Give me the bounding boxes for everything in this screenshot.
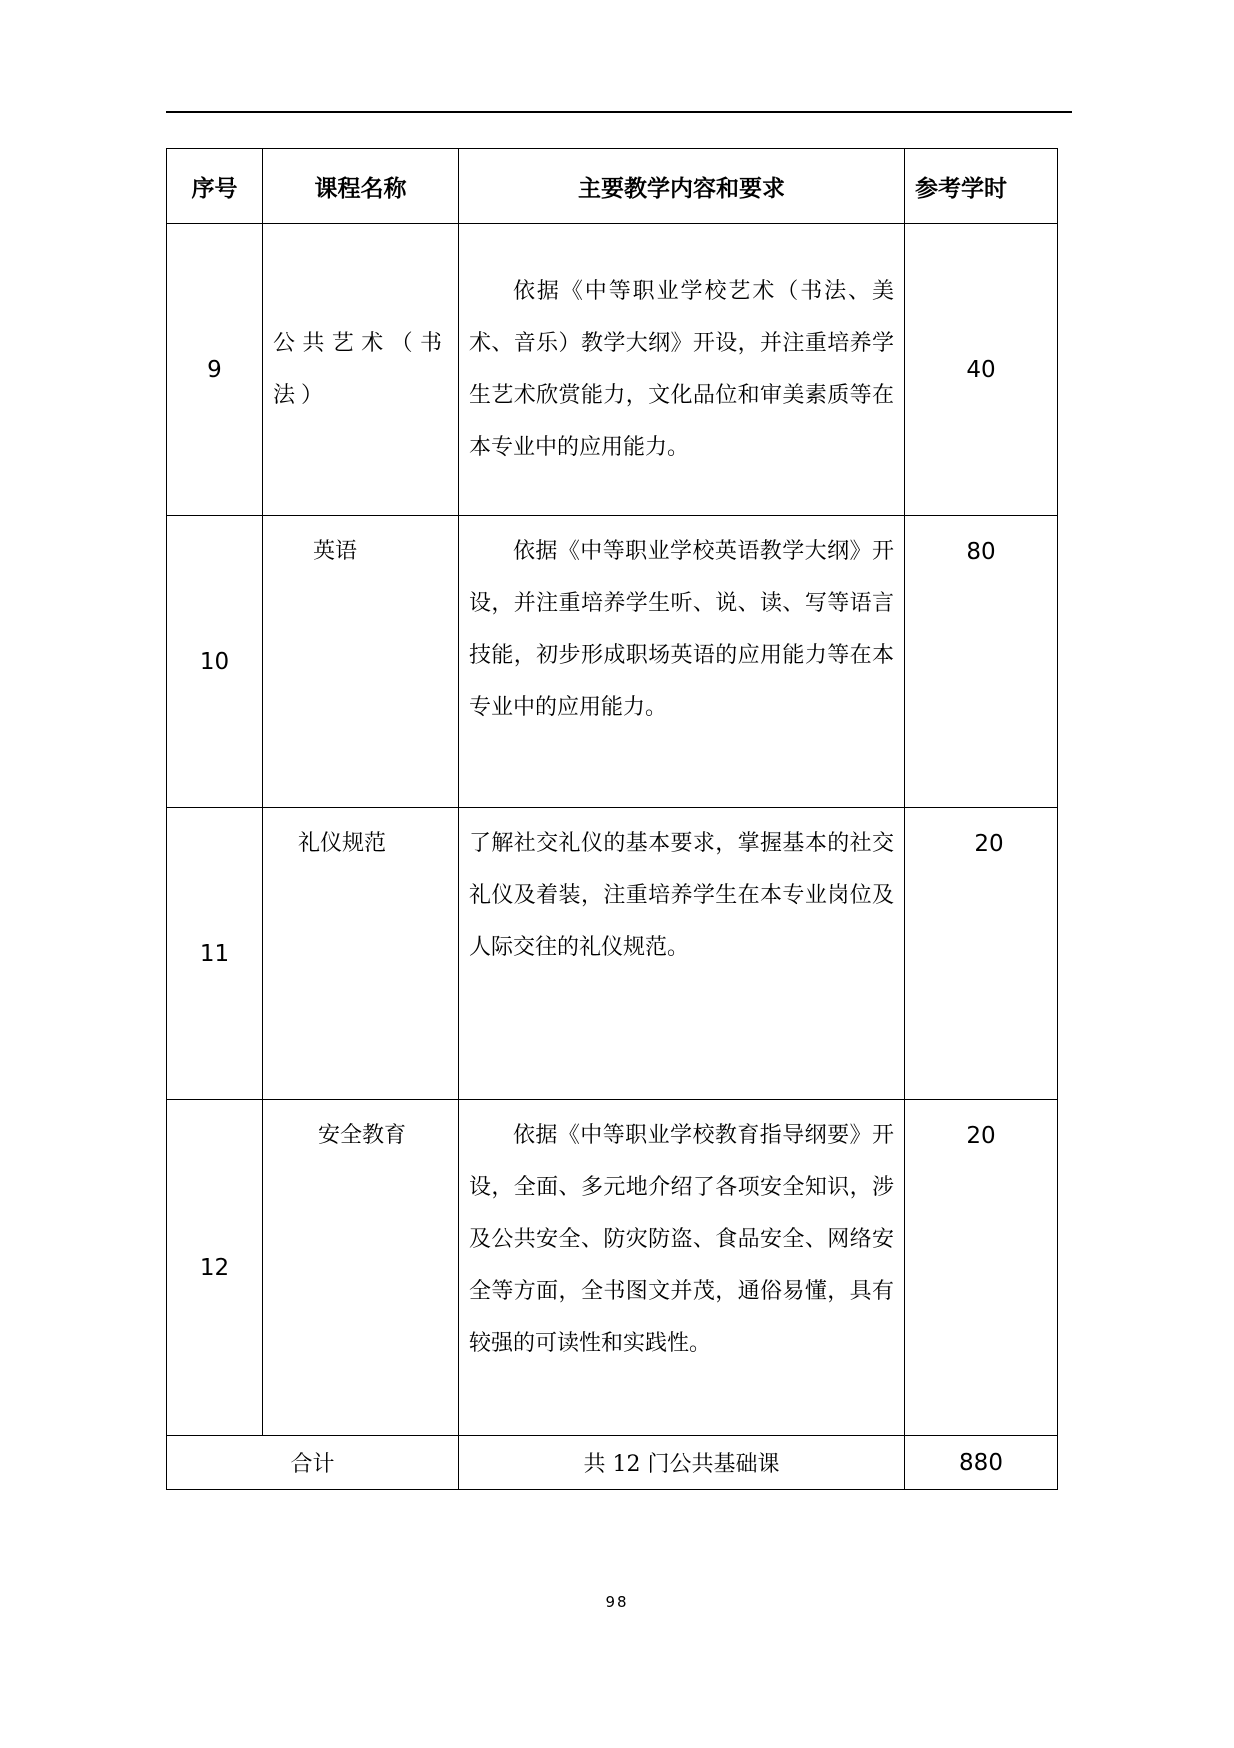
row-hours-text: 80 — [966, 539, 996, 565]
table-header-row — [167, 149, 1058, 224]
header-name: 课程名称 — [263, 149, 459, 224]
total-hours: 880 — [905, 1436, 1058, 1490]
row-name-text: 礼仪规范 — [298, 831, 387, 856]
header-rule — [166, 111, 1072, 113]
row-name-text: 公共艺术（书法） — [273, 330, 448, 408]
row-content — [459, 224, 905, 516]
row-index: 12 — [167, 1100, 263, 1436]
row-content-text: 依据《中等职业学校艺术（书法、美术、音乐）教学大纲》开设，并注重培养学生艺术欣赏能力，文化品位和审美素质等在本专业中的应用能力。 — [469, 278, 894, 460]
page-number: 98 — [605, 1593, 629, 1611]
row-name — [263, 224, 459, 516]
row-index: 10 — [167, 516, 263, 808]
row-index: 11 — [167, 808, 263, 1100]
row-index: 9 — [167, 224, 263, 516]
row-name — [263, 516, 459, 808]
row-name-text: 安全教育 — [318, 1123, 407, 1148]
total-label: 合计 — [167, 1436, 459, 1490]
row-hours: 40 — [905, 224, 1058, 516]
total-content: 共 12 门公共基础课 — [459, 1436, 905, 1490]
table-row — [167, 516, 1058, 808]
row-content-text: 依据《中等职业学校英语教学大纲》开设，并注重培养学生听、说、读、写等语言技能，初步形成职场英语的应用能力等在本专业中的应用能力。 — [469, 539, 894, 720]
row-hours — [905, 808, 1058, 1100]
row-content-text: 依据《中等职业学校教育指导纲要》开设，全面、多元地介绍了各项安全知识，涉及公共安全、防灾防盗、食品安全、网络安全等方面，全书图文并茂，通俗易懂，具有较强的可读性和实践性。 — [469, 1123, 894, 1356]
row-hours — [905, 516, 1058, 808]
row-content — [459, 516, 905, 808]
row-name-text: 英语 — [313, 539, 358, 564]
row-hours-text: 20 — [966, 1123, 996, 1149]
row-name — [263, 1100, 459, 1436]
total-row — [167, 1436, 1058, 1490]
table-row — [167, 1100, 1058, 1436]
row-hours-text: 20 — [974, 831, 1004, 857]
row-content — [459, 808, 905, 1100]
row-name — [263, 808, 459, 1100]
header-hours: 参考学时 — [905, 149, 1058, 224]
header-content: 主要教学内容和要求 — [459, 149, 905, 224]
table-row — [167, 808, 1058, 1100]
header-index: 序号 — [167, 149, 263, 224]
course-table — [166, 148, 1058, 1490]
row-content — [459, 1100, 905, 1436]
row-hours — [905, 1100, 1058, 1436]
table-row — [167, 224, 1058, 516]
row-content-text: 了解社交礼仪的基本要求，掌握基本的社交礼仪及着装，注重培养学生在本专业岗位及人际交往的礼仪规范。 — [469, 831, 894, 960]
